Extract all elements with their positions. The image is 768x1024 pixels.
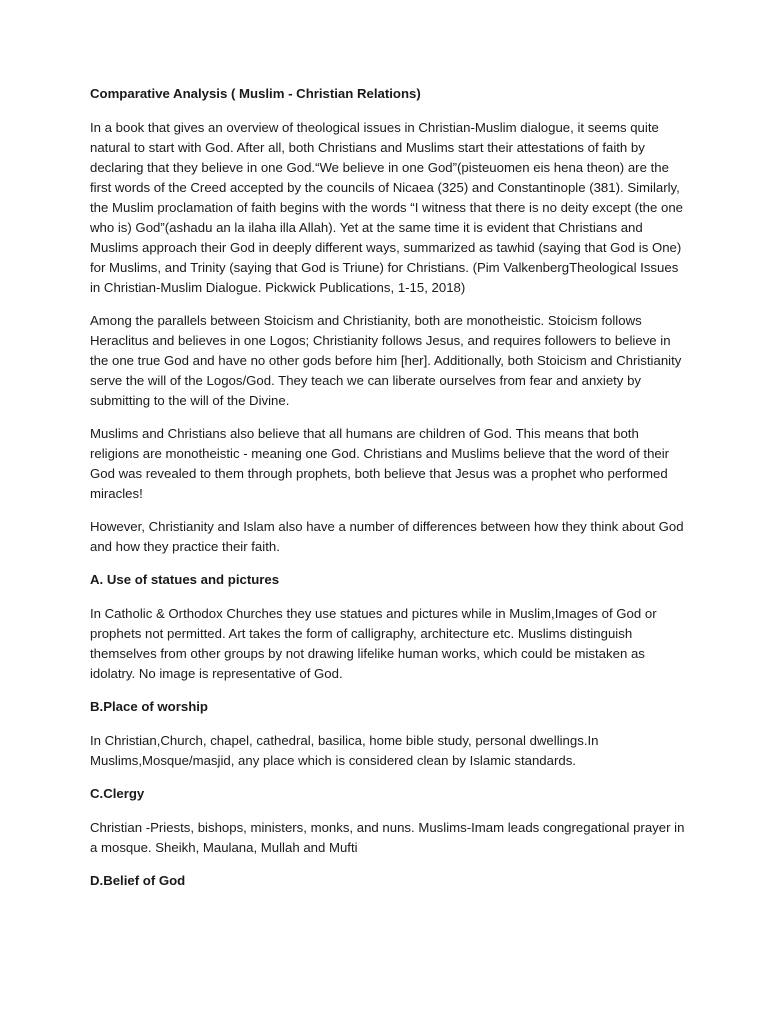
intro-paragraph: In a book that gives an overview of theological issues in Christian-Muslim dialogue, it seems quite natural to start with God. After all, both Christians and Muslims start their attestations of faith by declaring that they believe in one God.“We believe in one God”(pisteuomen eis hena theon) are the first words of the Creed accepted by the councils of Nicaea (325) and Constantinople (381). Similarly, the Muslim proclamation of faith begins with the words “I witness that there is no deity except (the one who is) God”(ashadu an la ilaha illa Allah). Yet at the same time it is evident that Christians and Muslims approach their God in deeply different ways, summarized as tawhid (saying that God is One) for Muslims, and Trinity (saying that God is Triune) for Christians. (Pim ValkenbergTheological Issues in Christian-Muslim Dialogue. Pickwick Publications, 1-15, 2018) xyxy=(90,120,683,295)
section-heading-clergy: C.Clergy xyxy=(90,786,145,801)
stoicism-paragraph: Among the parallels between Stoicism and Christianity, both are monotheistic. Stoicism follows Heraclitus and believes in one Logos; Christianity follows Jesus, and requires followers to believe in the one true God and have no other gods before him [her]. Additionally, both Stoicism and Christianity serve the will of the Logos/God. They teach we can liberate ourselves from fear and anxiety by submitting to the will of the Divine. xyxy=(90,313,682,408)
differences-paragraph: However, Christianity and Islam also have a number of differences between how they think about God and how they practice their faith. xyxy=(90,519,684,554)
section-text-worship: In Christian,Church, chapel, cathedral, basilica, home bible study, personal dwellings.In Muslims,Mosque/masjid, any place which is considered clean by Islamic standards. xyxy=(90,733,599,768)
shared-beliefs-paragraph: Muslims and Christians also believe that all humans are children of God. This means that both religions are monotheistic - meaning one God. Christians and Muslims believe that the word of their God was revealed to them through prophets, both believe that Jesus was a prophet who performed miracles! xyxy=(90,426,670,501)
document-page xyxy=(90,84,690,905)
section-heading-belief: D.Belief of God xyxy=(90,873,186,888)
section-heading-statues: A. Use of statues and pictures xyxy=(90,572,280,587)
document-title: Comparative Analysis ( Muslim - Christian Relations) xyxy=(90,86,421,101)
section-text-statues: In Catholic & Orthodox Churches they use statues and pictures while in Muslim,Images of God or prophets not permitted. Art takes the form of calligraphy, architecture etc. Muslims distinguish themselves from other groups by not drawing lifelike human works, which could be mistaken as idolatry. No image is representative of God. xyxy=(90,606,657,681)
section-text-clergy: Christian -Priests, bishops, ministers, monks, and nuns. Muslims-Imam leads congregational prayer in a mosque. Sheikh, Maulana, Mullah and Mufti xyxy=(90,820,685,855)
section-heading-worship: B.Place of worship xyxy=(90,699,208,714)
